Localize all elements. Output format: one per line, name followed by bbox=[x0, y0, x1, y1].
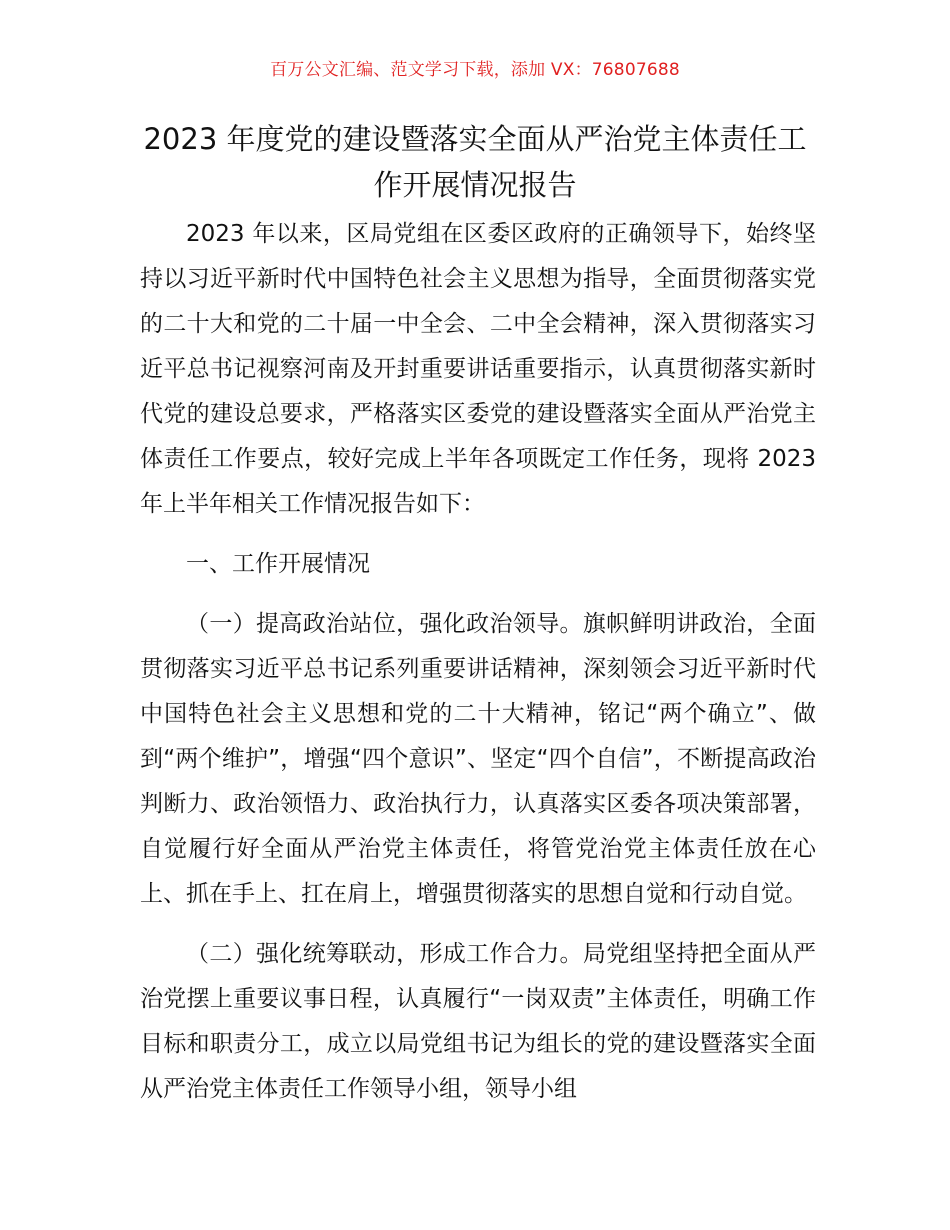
intro-paragraph: 2023 年以来，区局党组在区委区政府的正确领导下，始终坚持以习近平新时代中国特色社会主义思想为指导，全面贯彻落实党的二十大和党的二十届一中全会、二中全会精神，深入贯彻落实习近平总书记视察河南及开封重要讲话重要指示，认真贯彻落实新时代党的建设总要求，严格落实区委党的建设暨落实全面从严治党主体责任工作要点，较好完成上半年各项既定工作任务，现将 2023 年上半年相关工作情况报告如下： bbox=[140, 221, 816, 517]
watermark-header: 百万公文汇编、范文学习下载，添加 VX：76807688 bbox=[270, 60, 680, 80]
body-paragraph: （二）强化统筹联动，形成工作合力。局党组坚持把全面从严治党摆上重要议事日程，认真履行“一岗双责”主体责任，明确工作目标和职责分工，成立以局党组书记为组长的党的建设暨落实全面从严治党主体责任工作领导小组，领导小组 bbox=[140, 941, 816, 1102]
body-paragraph: （一）提高政治站位，强化政治领导。旗帜鲜明讲政治，全面贯彻落实习近平总书记系列重要讲话精神，深刻领会习近平新时代中国特色社会主义思想和党的二十大精神，铭记“两个确立”、做到“两个维护”，增强“四个意识”、坚定“四个自信”，不断提高政治判断力、政治领悟力、政治执行力，认真落实区委各项决策部署，自觉履行好全面从严治党主体责任，将管党治党主体责任放在心上、抓在手上、扛在肩上，增强贯彻落实的思想自觉和行动自觉。 bbox=[140, 611, 816, 907]
section-heading: 一、工作开展情况 bbox=[186, 551, 370, 577]
document-title: 2023 年度党的建设暨落实全面从严治党主体责任工作开展情况报告 bbox=[143, 122, 807, 202]
document-body bbox=[140, 212, 816, 1112]
